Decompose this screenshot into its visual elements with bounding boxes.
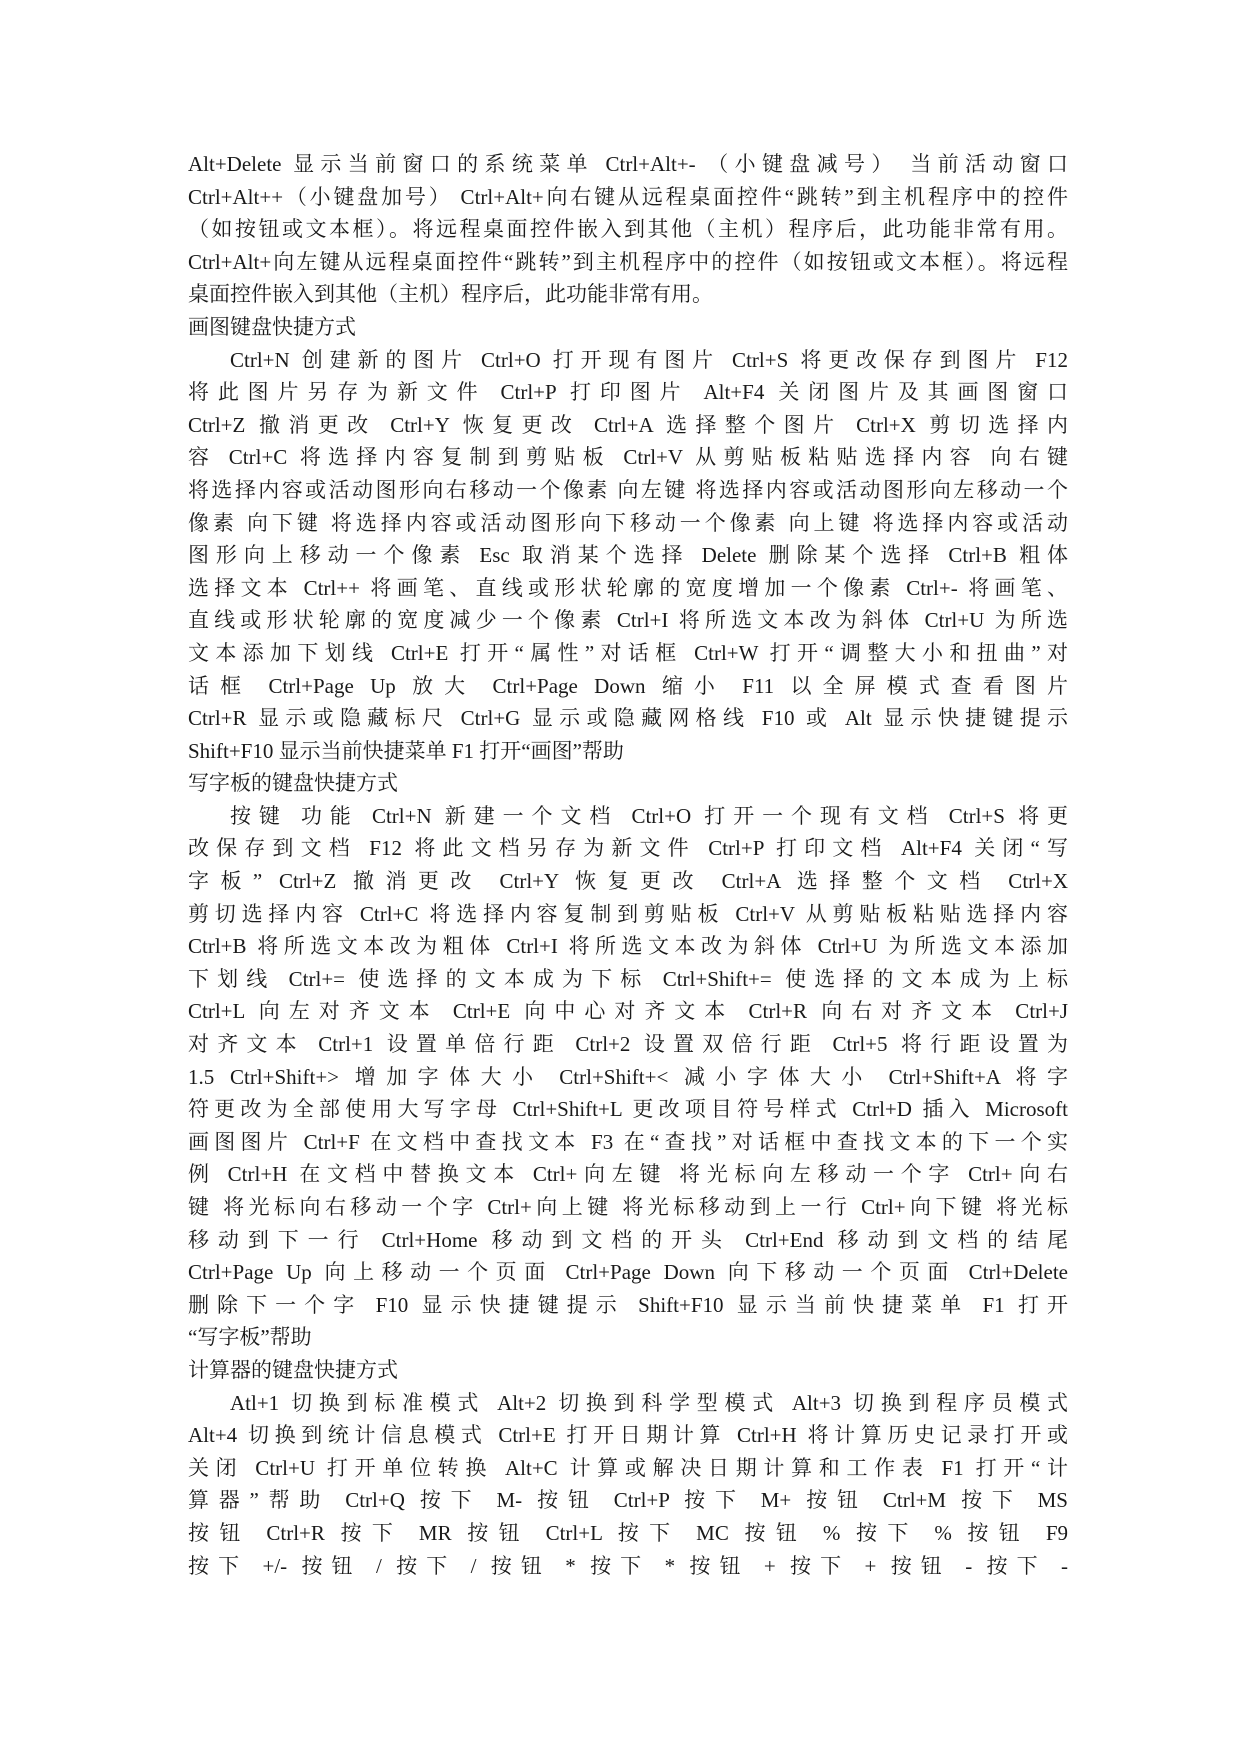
text-line: 对齐文本 Ctrl+1 设置单倍行距 Ctrl+2 设置双倍行距 Ctrl+5 将行距设置为 [188, 1032, 1068, 1057]
text-line: 算器”帮助 Ctrl+Q 按下 M- 按钮 Ctrl+P 按下 M+ 按钮 Ctrl+M 按下 MS [188, 1488, 1068, 1513]
text-line: 例 Ctrl+H 在文档中替换文本 Ctrl+向左键 将光标向左移动一个字 Ctrl+向右 [188, 1162, 1068, 1187]
text-line: 移动到下一行 Ctrl+Home 移动到文档的开头 Ctrl+End 移动到文档的结尾 [188, 1227, 1068, 1252]
text-line: 画图图片 Ctrl+F 在文档中查找文本 F3 在“查找”对话框中查找文本的下一个实 [188, 1129, 1068, 1154]
text-line: Ctrl+N 创建新的图片 Ctrl+O 打开现有图片 Ctrl+S 将更改保存到图片 F12 [230, 347, 1068, 372]
heading-calculator-shortcuts: 计算器的键盘快捷方式 [188, 1357, 398, 1382]
text-line: Ctrl+Alt++（小键盘加号） Ctrl+Alt+向右键从远程桌面控件“跳转”到主机程序中的控件 [188, 184, 1068, 209]
text-line: 桌面控件嵌入到其他（主机）程序后，此功能非常有用。 [188, 282, 713, 307]
text-line: 删除下一个字 F10 显示快捷键提示 Shift+F10 显示当前快捷菜单 F1 打开 [188, 1292, 1068, 1317]
document-page [188, 148, 1068, 1582]
paragraph-paint-shortcuts [188, 344, 1068, 768]
text-line: 文本添加下划线 Ctrl+E 打开“属性”对话框 Ctrl+W 打开“调整大小和扭曲”对 [188, 640, 1068, 665]
text-line: 像素 向下键 将选择内容或活动图形向下移动一个像素 向上键 将选择内容或活动 [188, 510, 1068, 535]
heading-paint-shortcuts: 画图键盘快捷方式 [188, 314, 356, 339]
text-line: 剪切选择内容 Ctrl+C 将选择内容复制到剪贴板 Ctrl+V 从剪贴板粘贴选择内容 [188, 901, 1068, 926]
text-line: Ctrl+R 显示或隐藏标尺 Ctrl+G 显示或隐藏网格线 F10 或 Alt 显示快捷键提示 [188, 706, 1068, 731]
text-line: 容 Ctrl+C 将选择内容复制到剪贴板 Ctrl+V 从剪贴板粘贴选择内容 向右键 [188, 445, 1068, 470]
text-line: 选择文本 Ctrl++ 将画笔、直线或形状轮廓的宽度增加一个像素 Ctrl+- 将画笔、 [188, 575, 1068, 600]
text-line: Ctrl+L 向左对齐文本 Ctrl+E 向中心对齐文本 Ctrl+R 向右对齐文本 Ctrl+J [188, 999, 1068, 1024]
text-line: Shift+F10 显示当前快捷菜单 F1 打开“画图”帮助 [188, 738, 624, 763]
text-line: “写字板”帮助 [188, 1325, 312, 1350]
text-line: 按键 功能 Ctrl+N 新建一个文档 Ctrl+O 打开一个现有文档 Ctrl+S 将更 [230, 803, 1068, 828]
text-line: 话框 Ctrl+Page Up 放大 Ctrl+Page Down 缩小 F11 以全屏模式查看图片 [188, 673, 1068, 698]
text-line: Alt+Delete 显示当前窗口的系统菜单 Ctrl+Alt+- （小键盘减号） 当前活动窗口 [188, 152, 1068, 176]
text-line: 键 将光标向右移动一个字 Ctrl+向上键 将光标移动到上一行 Ctrl+向下键 将光标 [188, 1195, 1068, 1219]
text-line: 图形向上移动一个像素 Esc 取消某个选择 Delete 删除某个选择 Ctrl+B 粗体 [188, 543, 1068, 568]
text-line: 将此图片另存为新文件 Ctrl+P 打印图片 Alt+F4 关闭图片及其画图窗口 [188, 380, 1068, 405]
text-line: 关闭 Ctrl+U 打开单位转换 Alt+C 计算或解决日期计算和工作表 F1 打开“计 [188, 1455, 1068, 1480]
text-line: 按下 +/- 按钮 / 按下 / 按钮 * 按下 * 按钮 + 按下 + 按钮 - 按下 - [188, 1553, 1068, 1578]
text-line: Atl+1 切换到标准模式 Alt+2 切换到科学型模式 Alt+3 切换到程序员模式 [230, 1390, 1068, 1415]
text-line: 改保存到文档 F12 将此文档另存为新文件 Ctrl+P 打印文档 Alt+F4 关闭“写 [188, 836, 1068, 861]
paragraph-remote-desktop [188, 148, 1068, 311]
text-line: 按钮 Ctrl+R 按下 MR 按钮 Ctrl+L 按下 MC 按钮 % 按下 % 按钮 F9 [188, 1520, 1068, 1545]
text-line: 符更改为全部使用大写字母 Ctrl+Shift+L 更改项目符号样式 Ctrl+D 插入 Microsoft [188, 1097, 1068, 1122]
heading-wordpad-shortcuts: 写字板的键盘快捷方式 [188, 771, 398, 796]
text-line: 下划线 Ctrl+= 使选择的文本成为下标 Ctrl+Shift+= 使选择的文本成为上标 [188, 966, 1068, 991]
paragraph-calculator-shortcuts [188, 1387, 1068, 1583]
text-line: Ctrl+Alt+向左键从远程桌面控件“跳转”到主机程序中的控件（如按钮或文本框）。将远程 [188, 249, 1068, 274]
text-line: 字板” Ctrl+Z 撤消更改 Ctrl+Y 恢复更改 Ctrl+A 选择整个文档 Ctrl+X [188, 869, 1068, 894]
text-line: Ctrl+Z 撤消更改 Ctrl+Y 恢复更改 Ctrl+A 选择整个图片 Ctrl+X 剪切选择内 [188, 412, 1068, 437]
text-line: Alt+4 切换到统计信息模式 Ctrl+E 打开日期计算 Ctrl+H 将计算历史记录打开或 [188, 1423, 1068, 1448]
text-line: Ctrl+B 将所选文本改为粗体 Ctrl+I 将所选文本改为斜体 Ctrl+U 为所选文本添加 [188, 934, 1068, 959]
text-line: （如按钮或文本框）。将远程桌面控件嵌入到其他（主机）程序后，此功能非常有用。 [188, 217, 1068, 242]
text-line: 1.5 Ctrl+Shift+> 增加字体大小 Ctrl+Shift+< 减小字体大小 Ctrl+Shift+A 将字 [188, 1064, 1068, 1089]
text-line: 将选择内容或活动图形向右移动一个像素 向左键 将选择内容或活动图形向左移动一个 [188, 477, 1068, 502]
text-line: Ctrl+Page Up 向上移动一个页面 Ctrl+Page Down 向下移动一个页面 Ctrl+Delete [188, 1260, 1068, 1285]
text-line: 直线或形状轮廓的宽度减少一个像素 Ctrl+I 将所选文本改为斜体 Ctrl+U 为所选 [188, 608, 1068, 633]
paragraph-wordpad-shortcuts [188, 800, 1068, 1354]
